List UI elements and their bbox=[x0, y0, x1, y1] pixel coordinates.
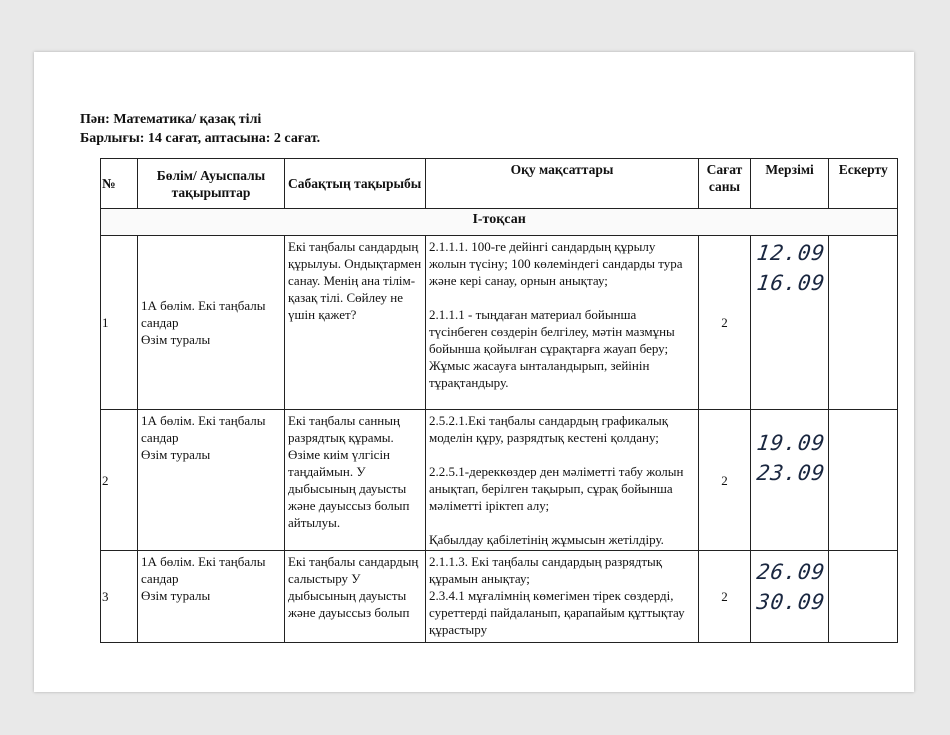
total-hours-line: Барлығы: 14 сағат, аптасына: 2 сағат. bbox=[80, 131, 321, 146]
document-header bbox=[80, 110, 320, 148]
row-number: 2 bbox=[101, 410, 138, 551]
objectives-cell bbox=[426, 236, 699, 410]
dates-cell bbox=[751, 236, 829, 410]
table-row bbox=[101, 236, 898, 410]
hours-value: 2 bbox=[699, 236, 751, 410]
quarter-label: І-тоқсан bbox=[101, 209, 898, 236]
table-header-row bbox=[101, 159, 898, 209]
handwritten-date: 16.09 bbox=[755, 271, 827, 295]
section-title: 1А бөлім. Екі таңбалы сандар bbox=[141, 298, 266, 330]
section-cell bbox=[138, 551, 285, 643]
col-header-dates: Мерзімі bbox=[751, 159, 829, 209]
row-number: 1 bbox=[101, 236, 138, 410]
section-theme: Өзім туралы bbox=[141, 447, 211, 462]
col-header-objectives: Оқу мақсаттары bbox=[426, 159, 699, 209]
lesson-topic: Екі таңбалы сандардың салыстыру У дыбысының дауысты және дауыссыз болып bbox=[285, 551, 426, 643]
note-cell bbox=[829, 236, 898, 410]
note-cell bbox=[829, 551, 898, 643]
handwritten-date: 23.09 bbox=[755, 461, 827, 485]
section-title: 1А бөлім. Екі таңбалы сандар bbox=[141, 413, 266, 445]
objective-item: 2.1.1.3. Екі таңбалы сандардың разрядтық құрамын анықтау; bbox=[429, 554, 663, 586]
objective-item: 2.2.5.1-дереккөздер ден мәліметті табу жолын анықтап, берілген тақырып, сұрақ бойынша мәліметті іріктеп алу; bbox=[429, 464, 684, 513]
row-number: 3 bbox=[101, 551, 138, 643]
col-header-hours: Сағат саны bbox=[699, 159, 751, 209]
handwritten-date: 30.09 bbox=[755, 590, 827, 614]
objective-item: Жұмыс жасауға ынталандырып, зейінін тұрақтандыру. bbox=[429, 358, 650, 390]
objective-item: Қабылдау қабілетінің жұмысын жетілдіру. bbox=[429, 532, 664, 547]
table-row bbox=[101, 410, 898, 551]
dates-cell bbox=[751, 551, 829, 643]
objective-item: 2.3.4.1 мұғалімнің көмегімен тірек сөздерді, суреттерді пайдаланып, қарапайым құттықтау құрастыру bbox=[429, 588, 685, 637]
curriculum-table bbox=[100, 158, 898, 643]
col-header-number: № bbox=[101, 159, 138, 209]
lesson-topic: Екі таңбалы санның разрядтық құрамы. Өзіме киім үлгісін таңдаймын. У дыбысының дауысты және дауыссыз болып айтылуы. bbox=[285, 410, 426, 551]
table-row bbox=[101, 551, 898, 643]
section-theme: Өзім туралы bbox=[141, 332, 211, 347]
col-header-topic: Сабақтың тақырыбы bbox=[285, 159, 426, 209]
handwritten-date: 26.09 bbox=[755, 560, 827, 584]
objective-item: 2.1.1.1. 100-ге дейінгі сандардың құрылу жолын түсіну; 100 көлеміндегі сандарды тура және кері санау, орнын анықтау; bbox=[429, 239, 683, 288]
note-cell bbox=[829, 410, 898, 551]
objectives-cell bbox=[426, 410, 699, 551]
objective-item: 2.1.1.1 - тыңдаған материал бойынша түсінбеген сөздерін белгілеу, мәтін мазмұны бойынша қойылған сұрақтарға жауап беру; bbox=[429, 307, 675, 356]
section-theme: Өзім туралы bbox=[141, 588, 211, 603]
hours-value: 2 bbox=[699, 410, 751, 551]
handwritten-date: 12.09 bbox=[755, 241, 827, 265]
handwritten-date: 19.09 bbox=[755, 431, 827, 455]
col-header-notes: Ескерту bbox=[829, 159, 898, 209]
objective-item: 2.5.2.1.Екі таңбалы сандардың графикалық моделін құру, разрядтық кестені қолдану; bbox=[429, 413, 669, 445]
dates-cell bbox=[751, 410, 829, 551]
section-cell bbox=[138, 410, 285, 551]
col-header-section: Бөлім/ Ауыспалы тақырыптар bbox=[138, 159, 285, 209]
hours-value: 2 bbox=[699, 551, 751, 643]
lesson-topic: Екі таңбалы сандардың құрылуы. Ондықтармен санау. Менің ана тілім-қазақ тілі. Сөйлеу не үшін қажет? bbox=[285, 236, 426, 410]
objectives-cell bbox=[426, 551, 699, 643]
quarter-row bbox=[101, 209, 898, 236]
section-title: 1А бөлім. Екі таңбалы сандар bbox=[141, 554, 266, 586]
section-cell bbox=[138, 236, 285, 410]
subject-line: Пән: Математика/ қазақ тілі bbox=[80, 112, 262, 127]
